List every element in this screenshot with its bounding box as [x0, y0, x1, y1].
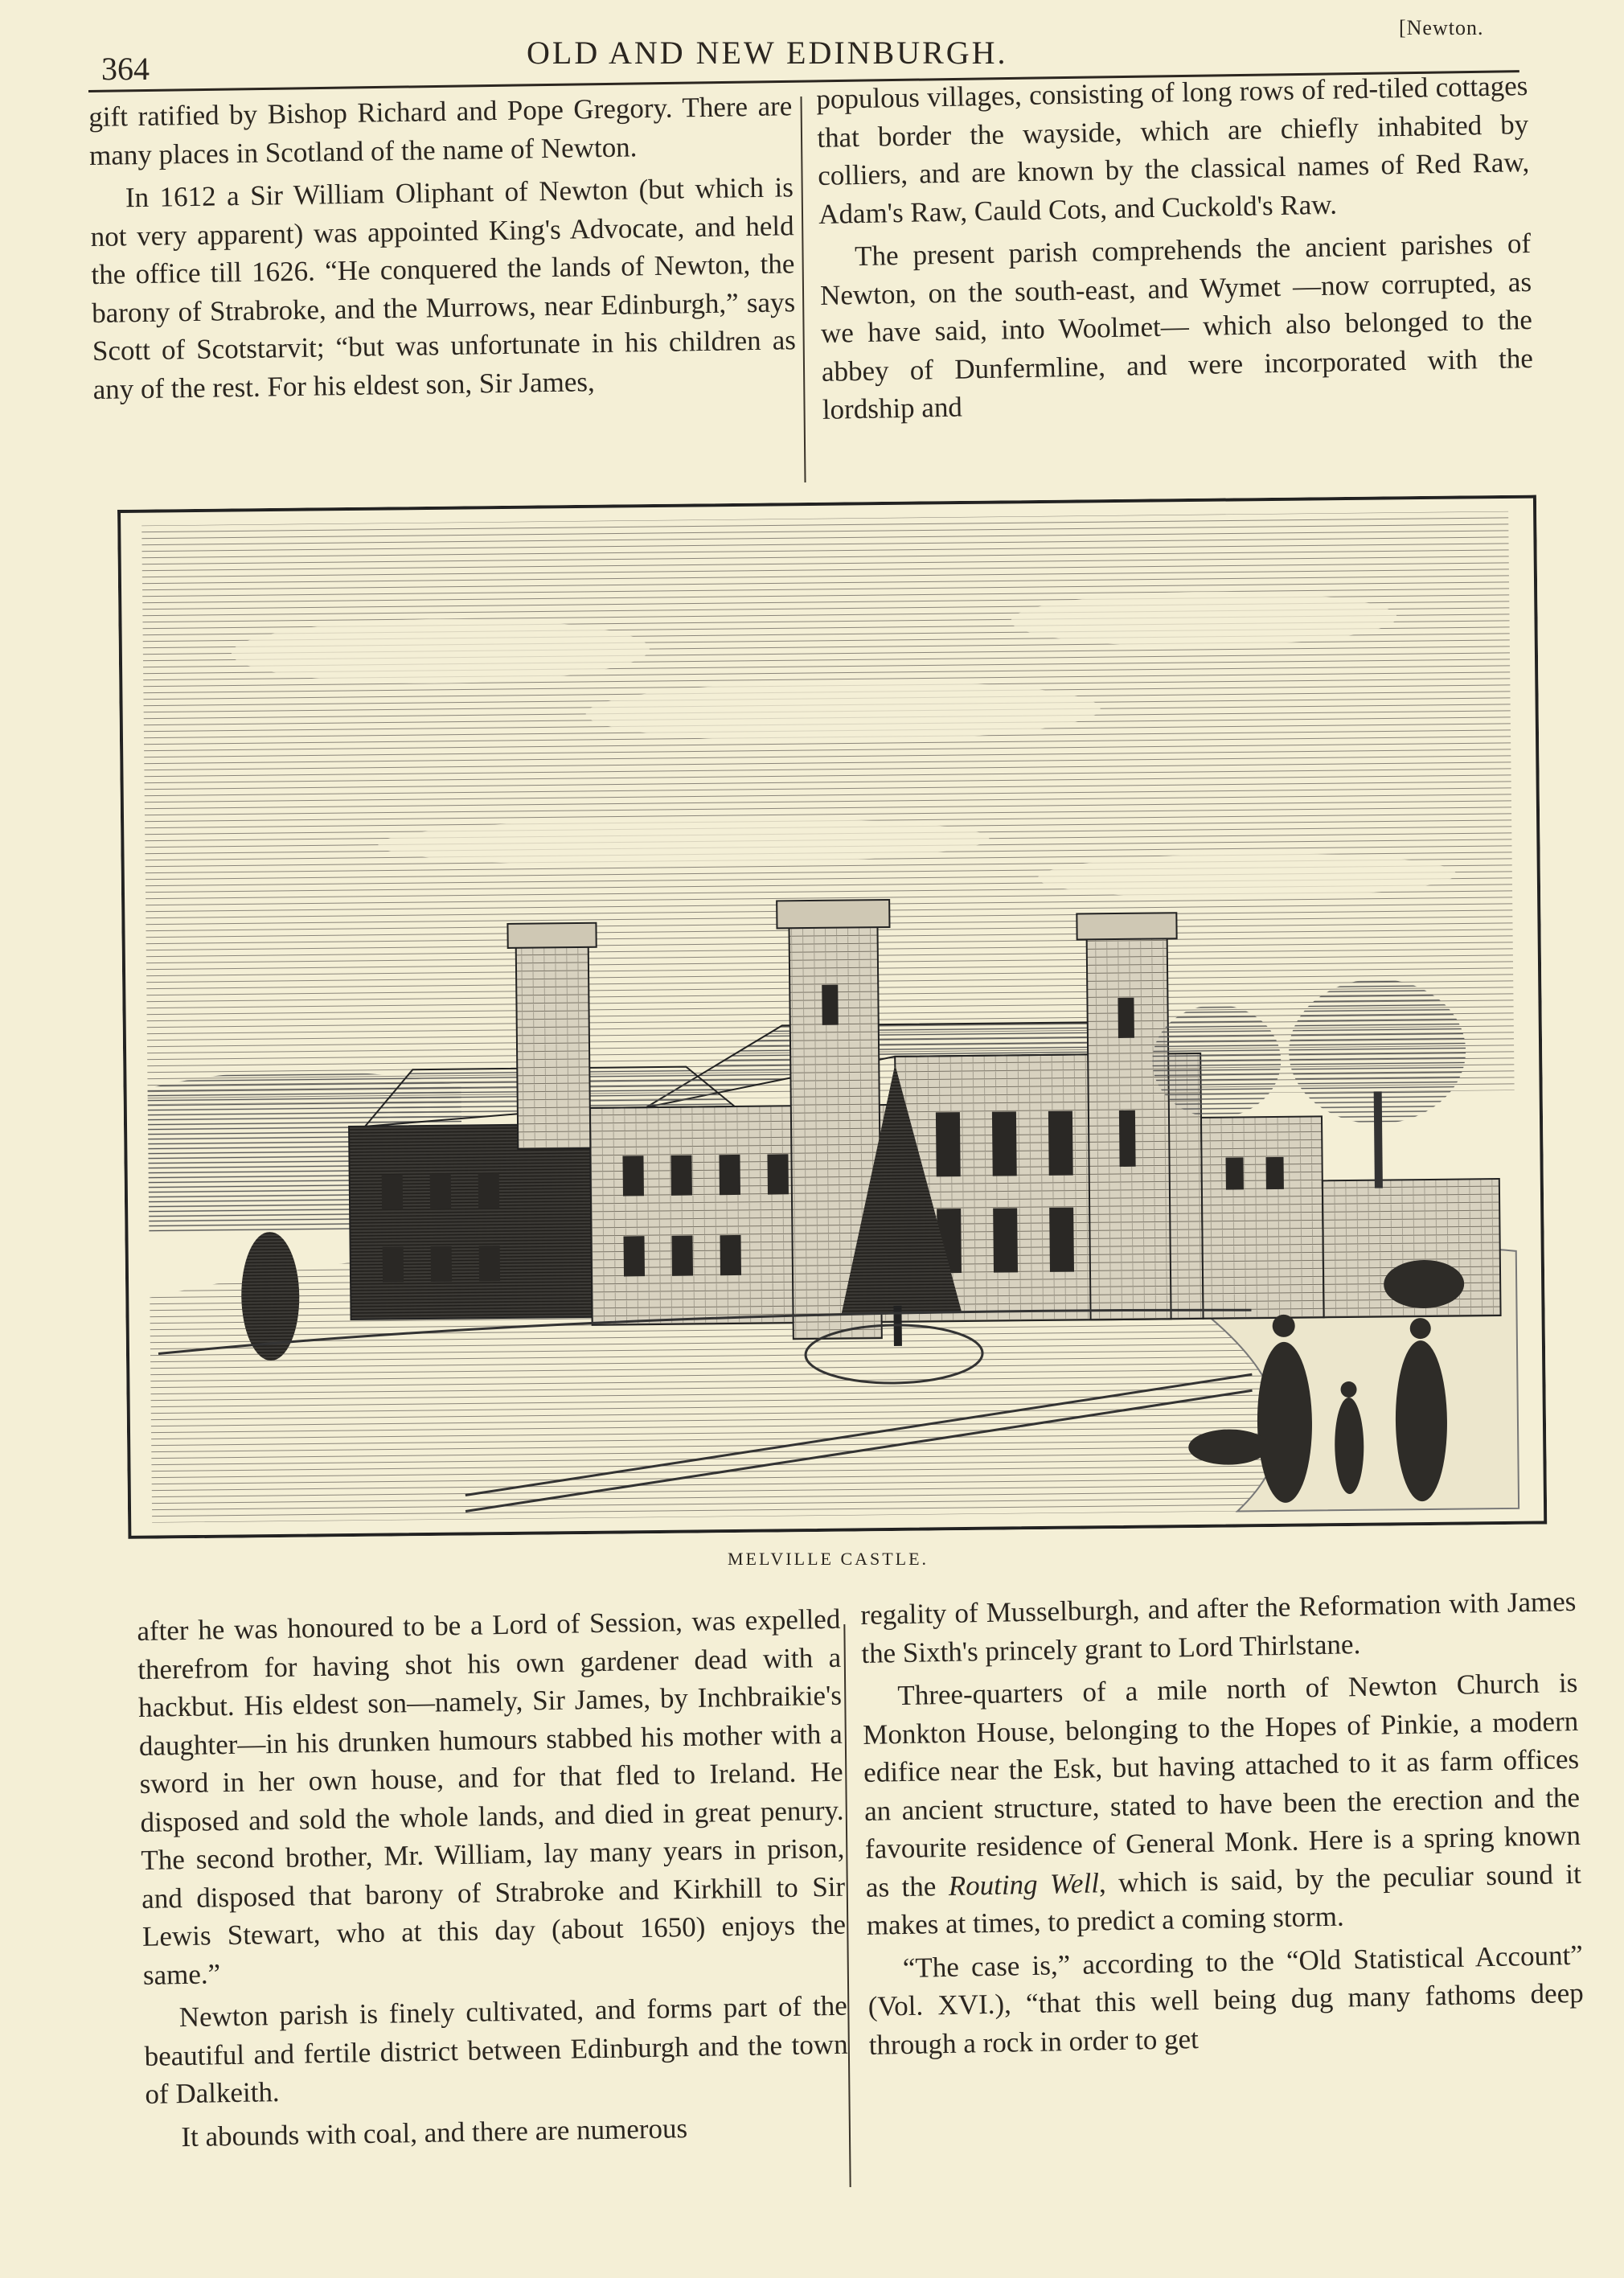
- text-run: , which is said, by the peculiar sound it makes at times, to predict a coming storm.: [866, 1857, 1582, 1941]
- paragraph: populous villages, consisting of long rows of red-tiled cottages that border the wayside, which are chiefly inhabited by colliers, and are known by the classical names of Red Raw, Adam's Raw, Cauld Cots, and Cuckold's Raw.: [816, 70, 1530, 230]
- paragraph: [862, 1664, 1582, 1945]
- page-number: 364: [101, 51, 150, 87]
- section-tag: [Newton.: [1399, 16, 1484, 39]
- bottom-right-column: [860, 1582, 1585, 2064]
- paragraph: after he was honoured to be a Lord of Session, was expelled therefrom for having shot his own gardener dead with a hackbut. His eldest son—namely, Sir James, by Inchbraikie's daughter—in his drunken humours stabbed his mother with a sword in her own house, and for that fled to Ireland. He disposed and sold the whole lands, and died in great penury. The second brother, Mr. William, lay many years in prison, and disposed that barony of Strabroke and Kirkhill to Sir Lewis Stewart, who at this day (about 1650) enjoys the same.”: [137, 1603, 847, 1991]
- column-divider: [800, 96, 806, 482]
- paragraph: gift ratified by Bishop Richard and Pope Gregory. There are many places in Scotland of the name of Newton.: [88, 90, 793, 171]
- paragraph: It abounds with coal, and there are numerous: [181, 2112, 688, 2153]
- illustration-caption: MELVILLE CASTLE.: [728, 1549, 929, 1569]
- engraving-melville-castle: [117, 495, 1547, 1539]
- running-title: OLD AND NEW EDINBURGH.: [527, 35, 1008, 71]
- paragraph: In 1612 a Sir William Oliphant of Newton (but which is not very apparent) was appointed King's Advocate, and held the office till 1626. “He conquered the lands of Newton, the barony of Strabroke, and the Murrows, near Edinburgh,” says Scott of Scotstarvit; “but was unfortunate in his children as any of the rest. For his eldest son, Sir James,: [90, 171, 797, 405]
- text-run: Three-quarters of a mile north of Newton Church is Monkton House, belonging to the Hopes of Pinkie, a modern edifice near the Esk, but having attached to it as farm offices an ancient structure, stated to have been the erection and the favourite residence of General Monk. Here is a spring known as the: [862, 1666, 1581, 1903]
- paragraph: Newton parish is finely cultivated, and forms part of the beautiful and fertile district between Edinburgh and the town of Dalkeith.: [144, 1989, 848, 2110]
- paragraph: The present parish comprehends the ancient parishes of Newton, on the south-east, and Wymet —now corrupted, as we have said, into Woolmet— which also belonged to the abbey of Dunfermline, and were incorporated with the lordship and: [819, 227, 1534, 425]
- paragraph: regality of Musselburgh, and after the Reformation with James the Sixth's princely grant to Lord Thirlstane.: [860, 1585, 1577, 1669]
- italic-term: Routing Well: [948, 1866, 1100, 1902]
- paragraph: “The case is,” according to the “Old Statistical Account” (Vol. XVI.), “that this well being dug many fathoms deep through a rock in order to get: [867, 1939, 1585, 2061]
- top-left-column: [88, 87, 797, 408]
- bottom-left-column: [137, 1600, 850, 2157]
- top-right-column: [816, 67, 1534, 429]
